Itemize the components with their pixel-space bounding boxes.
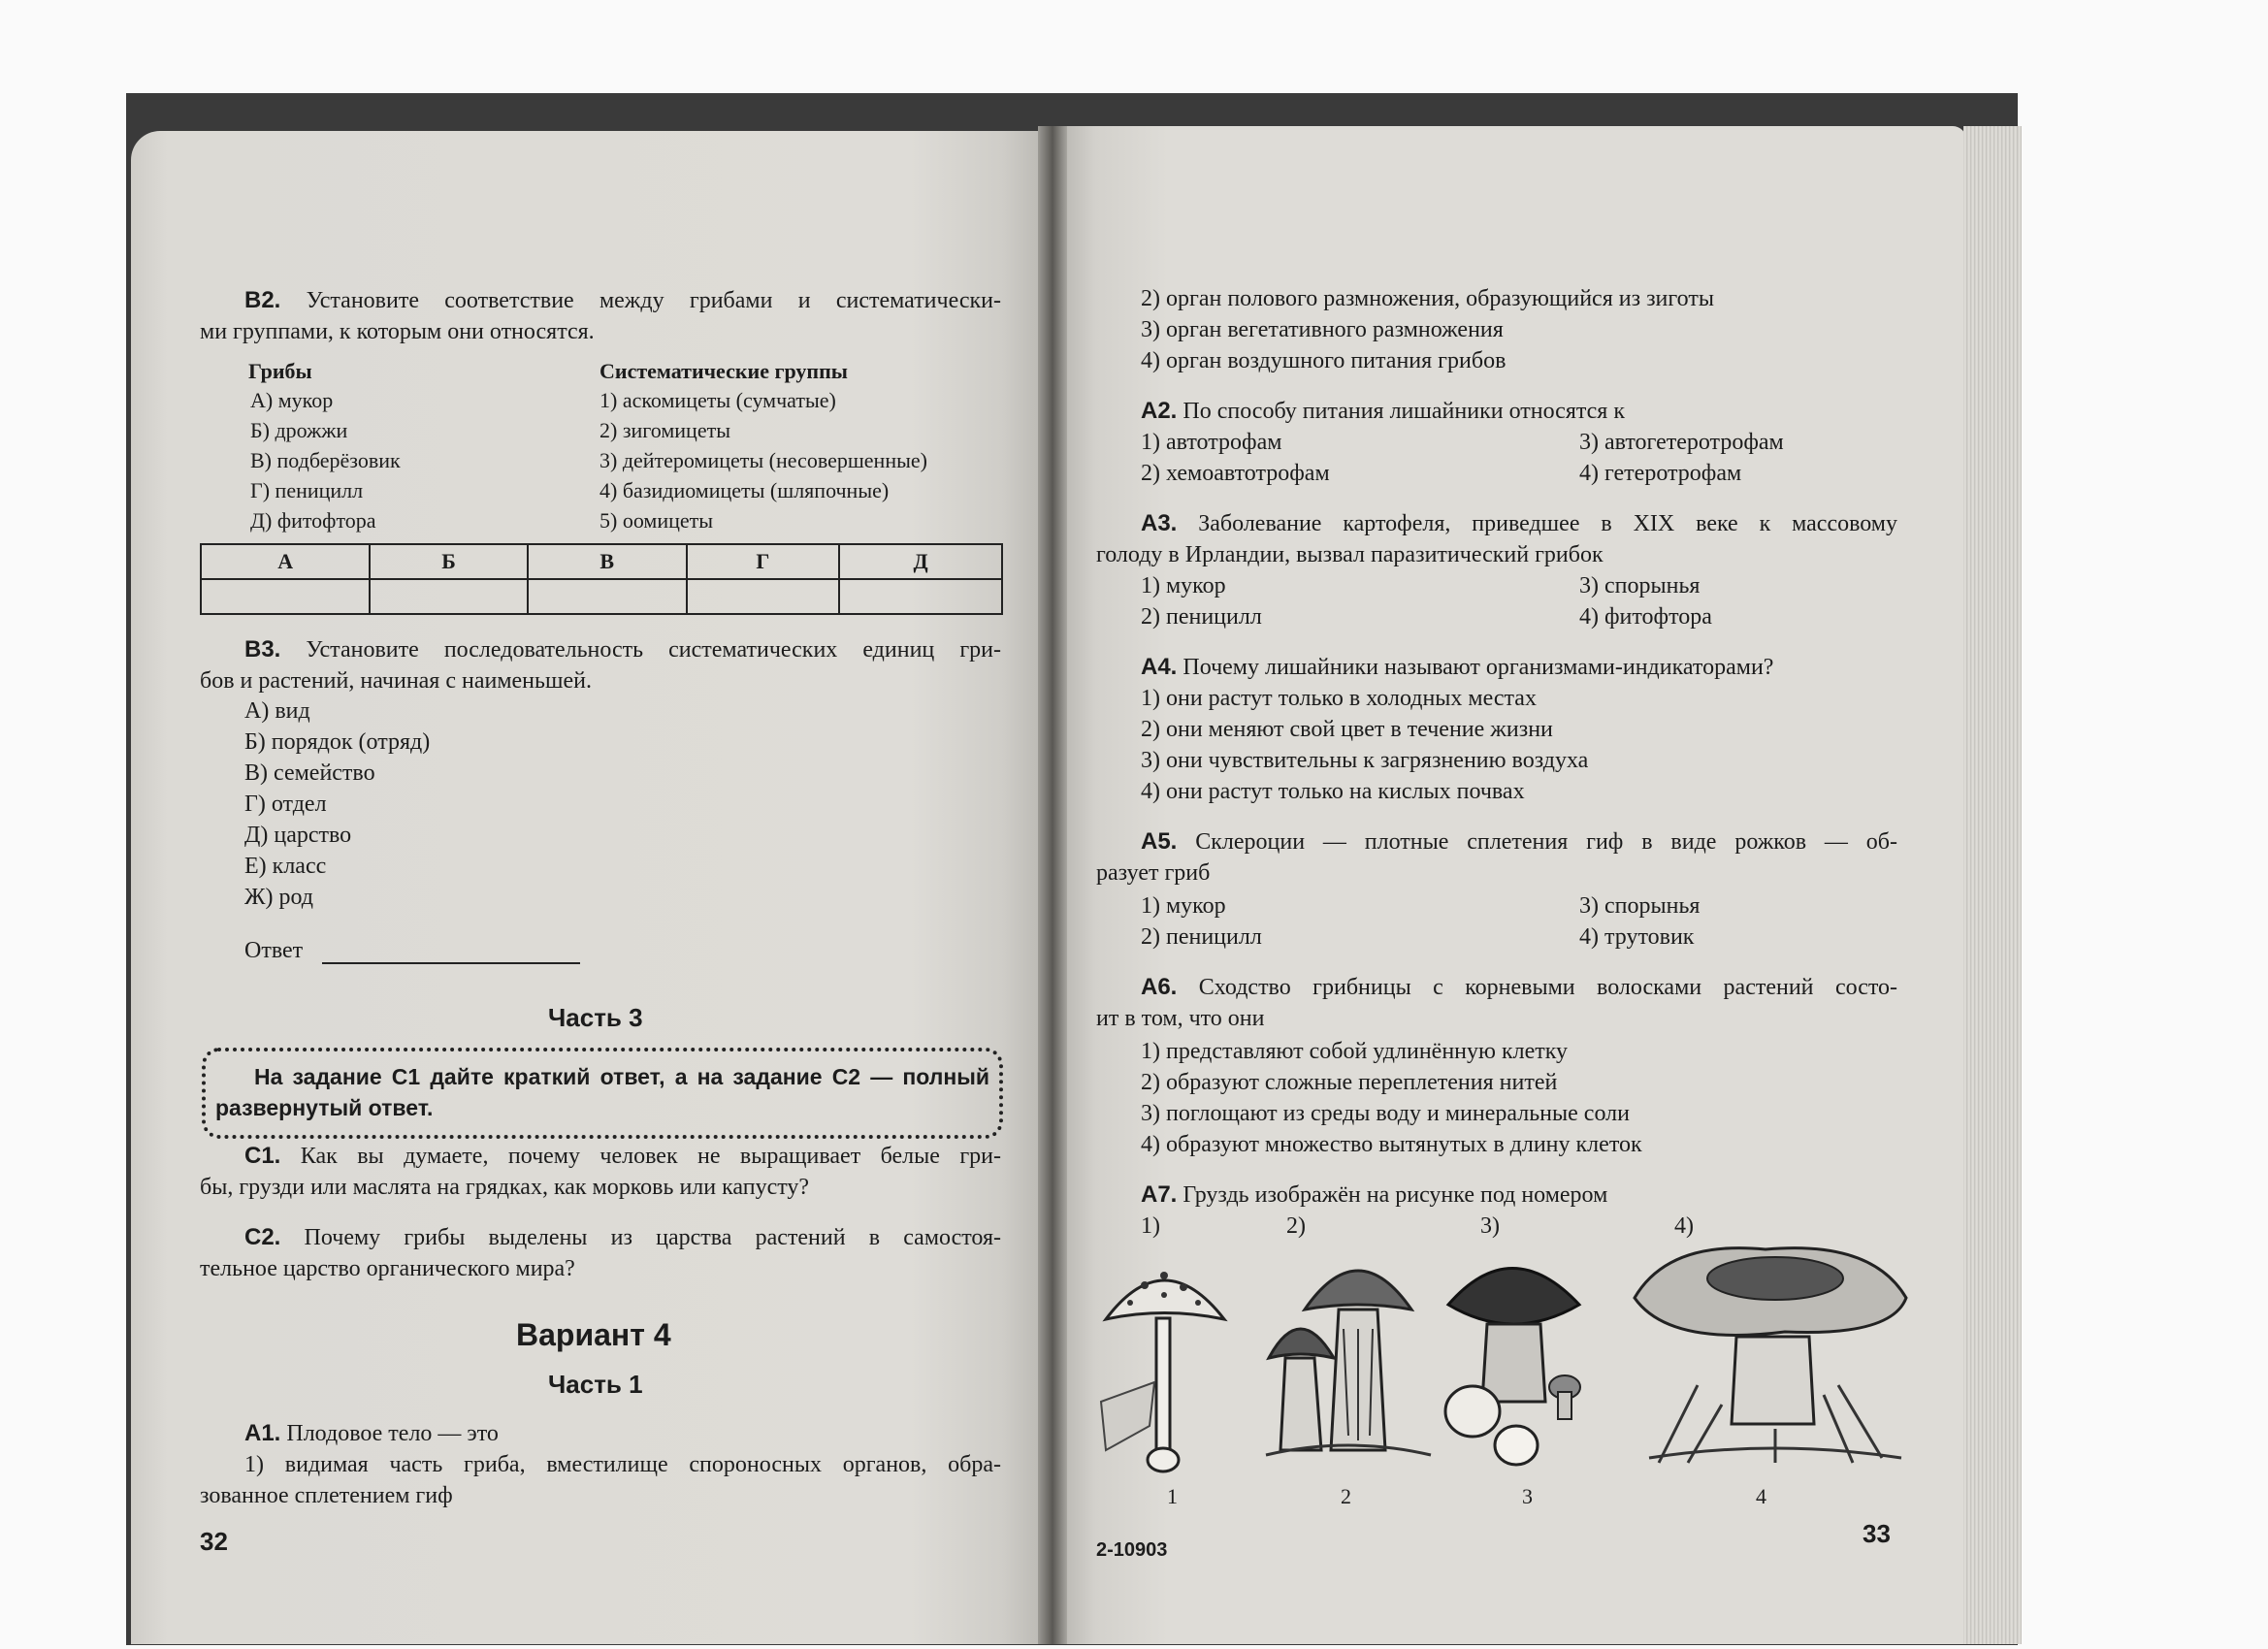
b3-item: Г) отдел [244,792,327,817]
b3-item: А) вид [244,698,310,724]
mushroom-birch-bolete-illustration [1261,1242,1436,1474]
a6-option: 2) образуют сложные переплетения нитей [1141,1070,1558,1095]
c2-question-line2: тельное царство органического мира? [200,1256,575,1281]
part3-title: Часть 3 [548,1003,643,1032]
fungus-item: Д) фитофтора [250,508,376,533]
answer-line[interactable] [322,962,580,964]
a3-question-line2: голоду в Ирландии, вызвал паразитический грибок [1096,542,1604,567]
mushroom-parasol-illustration [1096,1246,1232,1479]
a4-option: 2) они меняют свой цвет в течение жизни [1141,717,1553,742]
a2-option: 4) гетеротрофам [1579,461,1742,486]
a4-option: 3) они чувствительны к загрязнению воздуха [1141,748,1589,773]
a5-option: 3) спорынья [1579,893,1701,919]
b2-question-line1: В2. Установите соответствие между грибами и систематически- [244,287,1001,313]
a6-option: 3) поглощают из среды воду и минеральные соли [1141,1101,1630,1126]
a4-question: А4. Почему лишайники называют организмами-индикаторами? [1141,654,1774,680]
group-item: 1) аскомицеты (сумчатые) [599,388,836,412]
a1-option: 3) орган вегетативного размножения [1141,317,1504,342]
a6-question-line1: А6. Сходство грибницы с корневыми волосками растений состо- [1141,974,1898,1000]
b2-question-line2: ми группами, к которым они относятся. [200,319,595,344]
table-header-cell: В [528,544,687,579]
a4-option: 1) они растут только в холодных местах [1141,686,1537,711]
mushroom-russula-illustration [1434,1246,1599,1470]
a1-option: 4) орган воздушного питания грибов [1141,348,1507,373]
a7-option-label: 1) [1141,1213,1160,1239]
a2-question: А2. По способу питания лишайники относятся к [1141,398,1626,424]
a7-option-label: 4) [1674,1213,1694,1239]
fungus-item: Г) пеницилл [250,478,364,502]
answer-label: Ответ [244,938,304,963]
b3-item: Д) царство [244,823,352,848]
group-item: 4) базидиомицеты (шляпочные) [599,478,890,502]
a1-question: А1. Плодовое тело — это [244,1420,499,1446]
a6-question-line2: ит в том, что они [1096,1006,1265,1031]
a5-question-line1: А5. Склероции — плотные сплетения гиф в виде рожков — об- [1141,828,1898,855]
part3-instructions-line2: развернутый ответ. [215,1095,434,1120]
c1-question-line1: С1. Как вы думаете, почему человек не выращивает белые гри- [244,1143,1001,1169]
b3-question-line2: бов и растений, начиная с наименьшей. [200,668,592,694]
a1-option1-line2: зованное сплетением гиф [200,1483,453,1508]
a5-question-line2: разует гриб [1096,860,1211,886]
a5-option: 2) пеницилл [1141,924,1262,950]
a4-option: 4) они растут только на кислых почвах [1141,779,1525,804]
a3-option: 1) мукор [1141,573,1226,598]
group-item: 3) дейтеромицеты (несовершенные) [599,448,927,472]
a1-option1-line1: 1) видимая часть гриба, вместилище спороносных органов, обра- [244,1452,1001,1477]
table-answer-cell[interactable] [201,579,370,614]
b3-question-line1: В3. Установите последовательность систематических единиц гри- [244,636,1001,663]
c1-question-line2: бы, грузди или маслята на грядках, как морковь или капусту? [200,1175,810,1200]
a1-option: 2) орган полового размножения, образующийся из зиготы [1141,286,1714,311]
table-header-cell: Г [687,544,840,579]
fungus-item: Б) дрожжи [250,418,348,442]
figure-number: 1 [1167,1484,1178,1508]
figure-number: 3 [1522,1484,1533,1508]
a6-option: 1) представляют собой удлинённую клетку [1141,1039,1569,1064]
figure-number: 4 [1756,1484,1766,1508]
mushroom-milk-cap-illustration [1630,1240,1911,1472]
group-item: 2) зигомицеты [599,418,730,442]
a7-option-label: 3) [1480,1213,1500,1239]
b3-item: В) семейство [244,760,375,786]
table-header-cell: Б [370,544,528,579]
fungus-item: А) мукор [250,388,334,412]
a7-question: А7. Груздь изображён на рисунке под номером [1141,1181,1608,1208]
a7-option-label: 2) [1286,1213,1306,1239]
a2-option: 2) хемоавтотрофам [1141,461,1330,486]
part3-instructions-line1: На задание С1 дайте краткий ответ, а на задание С2 — полный [254,1064,989,1089]
a6-option: 4) образуют множество вытянутых в длину клеток [1141,1132,1642,1157]
b2-answer-table [200,543,1003,615]
variant-title: Вариант 4 [516,1317,671,1352]
figure-number: 2 [1341,1484,1351,1508]
print-code: 2-10903 [1096,1539,1168,1561]
b3-item: Ж) род [244,885,314,910]
table-answer-cell[interactable] [687,579,840,614]
a3-question-line1: А3. Заболевание картофеля, приведшее в XIX веке к массовому [1141,510,1897,536]
page-number-left: 32 [200,1527,228,1556]
a2-option: 1) автотрофам [1141,430,1282,455]
book-gutter [1038,126,1067,1644]
a3-option: 3) спорынья [1579,573,1701,598]
fungi-header: Грибы [248,359,312,383]
part1-title: Часть 1 [548,1370,643,1399]
table-answer-cell[interactable] [528,579,687,614]
c2-question-line1: С2. Почему грибы выделены из царства растений в самостоя- [244,1224,1002,1250]
page-edges [1963,126,2022,1644]
group-item: 5) оомицеты [599,508,714,533]
table-answer-cell[interactable] [839,579,1002,614]
a3-option: 4) фитофтора [1579,604,1712,630]
b3-item: Е) класс [244,854,327,879]
table-header-cell: Д [839,544,1002,579]
a2-option: 3) автогетеротрофам [1579,430,1784,455]
fungus-item: В) подберёзовик [250,448,401,472]
a3-option: 2) пеницилл [1141,604,1262,630]
a5-option: 4) трутовик [1579,924,1695,950]
table-header-cell: А [201,544,370,579]
b3-item: Б) порядок (отряд) [244,729,431,755]
table-answer-cell[interactable] [370,579,528,614]
a5-option: 1) мукор [1141,893,1226,919]
groups-header: Систематические группы [599,359,848,383]
page-number-right: 33 [1863,1519,1891,1548]
